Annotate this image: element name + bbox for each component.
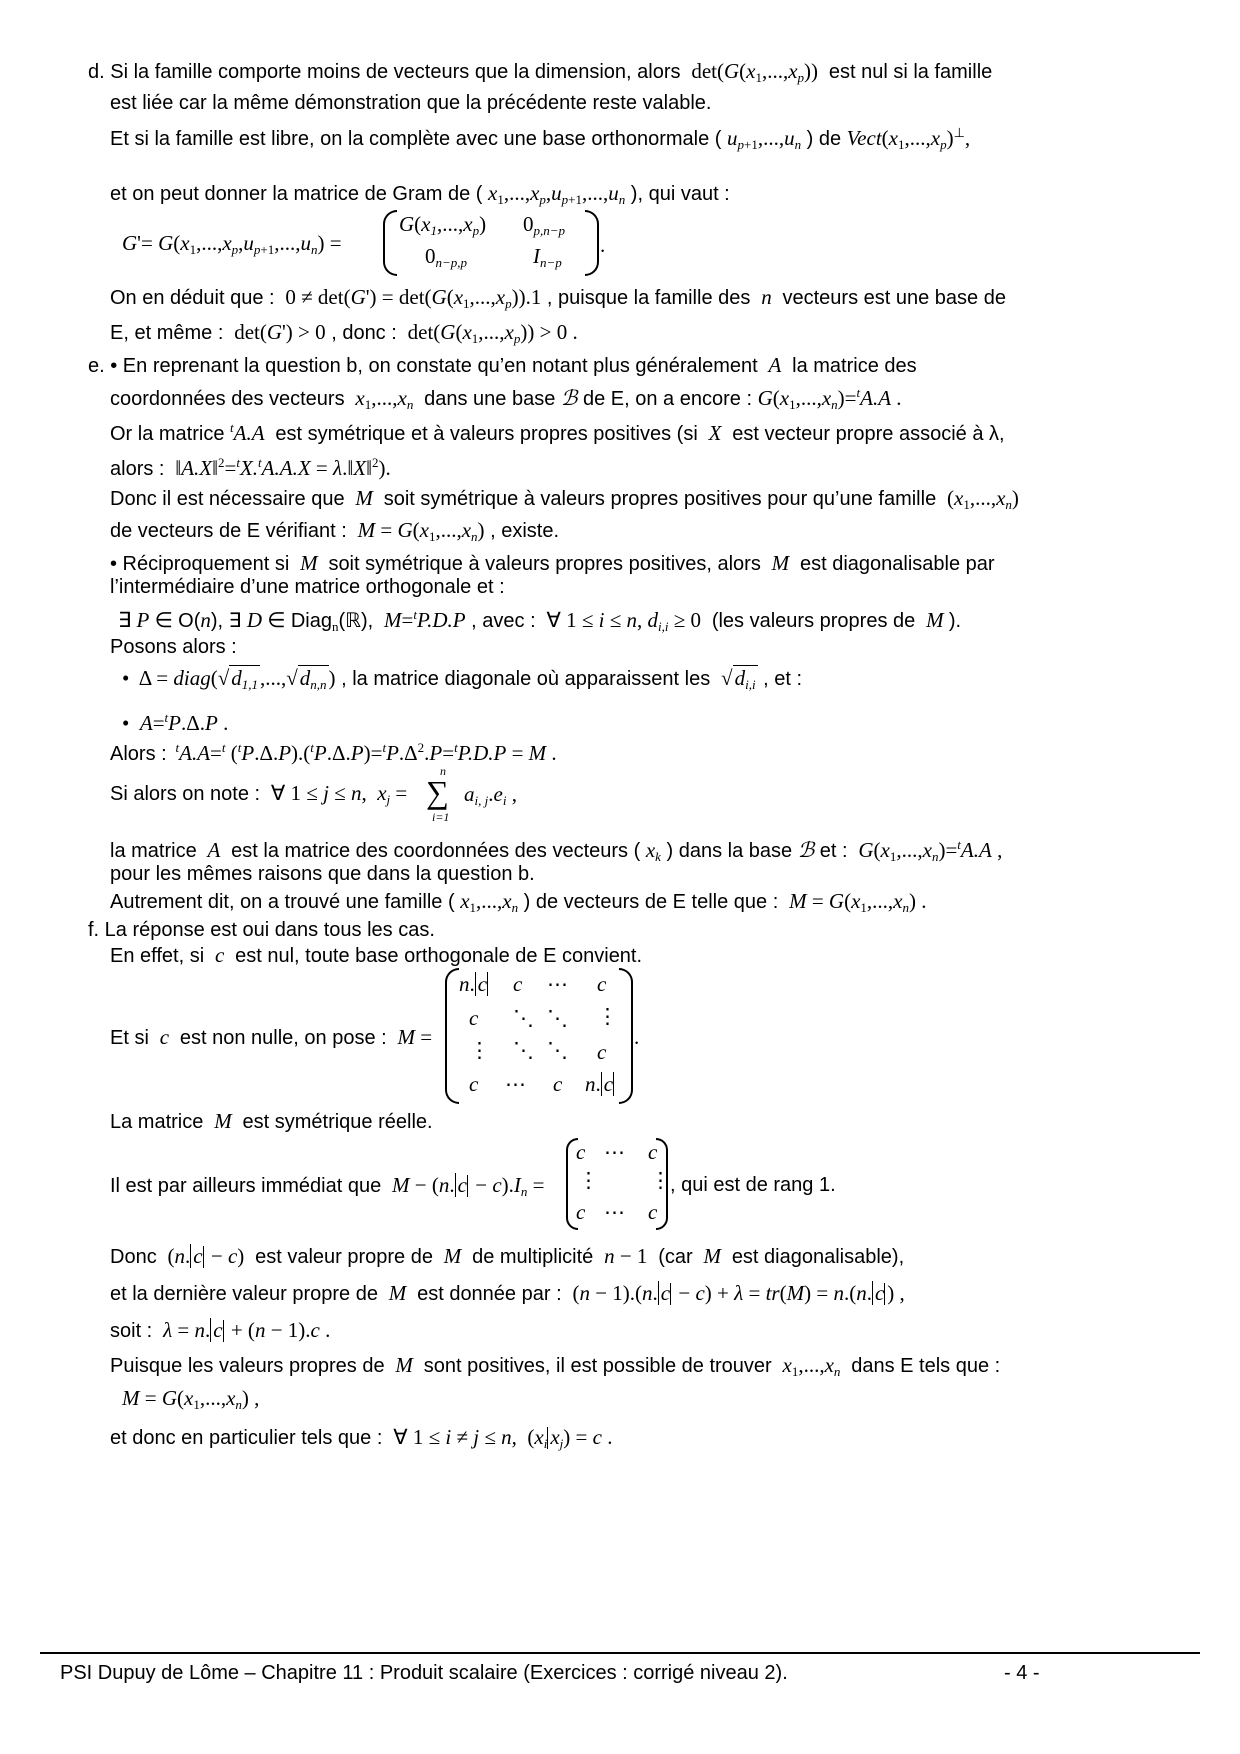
text: et la dernière valeur propre de: [110, 1283, 378, 1305]
text: Donc: [110, 1246, 157, 1268]
e-line-9: ∃ P ∈ O(n), ∃ D ∈ Diag$_n$(ℝ), M=$^t$P.D.P , avec : ∀ 1 ≤ i ≤ n, $d_{i,i} \ge 0$ (les valeurs propres de M ).: [118, 607, 962, 634]
text: dans E tels que :: [851, 1355, 1001, 1377]
text: Si alors on note :: [110, 783, 261, 805]
text: , et :: [763, 668, 803, 690]
d-line-2: est liée car la même démonstration que la précédente reste valable.: [110, 92, 712, 114]
f-line-8: soit : λ = n. c + (n − 1).c .: [110, 1318, 331, 1342]
f-line-7: et la dernière valeur propre de M est donnée par : (n − 1).(n. c − c) + λ = tr(M) = n.(n. c ) ,: [110, 1281, 905, 1305]
f-line-11: et donc en particulier tels que : ∀ 1 ≤ i ≠ j ≤ n, ($x_i$ $x_j) = c$ .: [110, 1425, 613, 1451]
text: , la matrice diagonale où apparaissent les: [341, 668, 711, 690]
f-line-5-end: , qui est de rang 1.: [670, 1174, 836, 1196]
summation: n ∑ i=1 $a_{i, j}.e_i$ ,: [426, 764, 517, 824]
d-line-3: Et si la famille est libre, on la complète avec une base orthonormale ( $u_{p+1},...,u_n$ ) de $Vect(x_1,...,x_p)^\perp$,: [110, 125, 971, 152]
e-line-13: Alors : $^t$A.A=$^t$ $(^tP.\Delta.P).(^tP.\Delta.P)=^tP.\Delta^2.P=^tP.D.P = M$ .: [110, 740, 557, 765]
text: est non nulle, on pose :: [179, 1027, 387, 1049]
text: soit symétrique à valeurs propres positives, alors: [328, 553, 761, 575]
f-line-4: La matrice M est symétrique réelle.: [110, 1109, 433, 1133]
rank-one-matrix: c ⋯ c ⋮ ⋮ c ⋯ c: [576, 1140, 671, 1224]
text: est diagonalisable),: [731, 1246, 905, 1268]
right-paren: [656, 1138, 668, 1230]
e-line-16: pour les mêmes raisons que dans la question b.: [110, 863, 535, 885]
text: En effet, si: [110, 945, 205, 967]
e-line-2: coordonnées des vecteurs $x_1,...,x_n$ dans une base ℬ de E, on a encore : $G(x_1,...,x_n)=^tA.A$ .: [110, 385, 902, 412]
text: O(: [178, 610, 201, 632]
text: (car: [658, 1246, 693, 1268]
text: la matrice des: [792, 355, 917, 377]
text: ) de: [806, 128, 842, 150]
text: Et si la famille est libre, on la complète avec une base orthonormale (: [110, 128, 722, 150]
text: (ℝ),: [338, 610, 374, 632]
e-line-8: l’intermédiaire d’une matrice orthogonale et :: [110, 576, 505, 598]
text: ).: [948, 610, 962, 632]
text: e. • En reprenant la question b, on constate qu’en notant plus généralement: [88, 355, 758, 377]
text: ), ∃: [210, 610, 242, 632]
footer-divider: [40, 1652, 1200, 1654]
text: ) de vecteurs de E telle que :: [523, 891, 779, 913]
text: La matrice: [110, 1111, 204, 1133]
text: On en déduit que :: [110, 287, 275, 309]
text: est symétrique réelle.: [242, 1111, 433, 1133]
e-line-14: Si alors on note : ∀ 1 ≤ j ≤ n, $x_j$ =: [110, 781, 408, 807]
e-line-4: alors : ‖A.X‖$^2$=$^t$X.$^t$A.A.X = λ.‖X‖$^2$).: [110, 455, 391, 480]
text: , donc :: [331, 322, 397, 344]
f-line-6: Donc (n. c − c) est valeur propre de M de multiplicité n − 1 (car M est diagonalisable),: [110, 1244, 905, 1268]
d-line-4: et on peut donner la matrice de Gram de ( $x_1,...,x_p,u_{p+1},...,u_n$ ), qui vaut :: [110, 181, 730, 207]
text: soit symétrique à valeurs propres positives pour qu’une famille: [383, 488, 937, 510]
text: d. Si la famille comporte moins de vecteurs que la dimension, alors: [88, 61, 681, 83]
text: Or la matrice: [110, 423, 225, 445]
text: est valeur propre de: [255, 1246, 433, 1268]
text: ), qui vaut :: [630, 183, 730, 205]
text: Et si: [110, 1027, 149, 1049]
text: et donc en particulier tels que :: [110, 1427, 383, 1449]
text: et on peut donner la matrice de Gram de (: [110, 183, 483, 205]
text: coordonnées des vecteurs: [110, 388, 345, 410]
d-line-7: E, et même : det(G') > 0 , donc : $\det(G(x_1,...,x_p)) > 0$ .: [110, 320, 578, 346]
text: Diag: [290, 610, 332, 632]
matrix-M: n. c c ⋯ c c ⋱ ⋱ ⋮ ⋮ ⋱ ⋱ c c ⋯ c n. c: [459, 972, 618, 1096]
text: • Réciproquement si: [110, 553, 290, 575]
f-line-1: f. La réponse est oui dans tous les cas.: [88, 919, 435, 941]
e-line-10: Posons alors :: [110, 636, 237, 658]
text: vecteurs est une base de: [782, 287, 1006, 309]
text: Alors :: [110, 743, 167, 765]
e-line-17: Autrement dit, on a trouvé une famille ( $x_1,...,x_n$ ) de vecteurs de E telle que : $M = G(x_1,...,x_n)$ .: [110, 889, 927, 915]
text: de multiplicité: [472, 1246, 594, 1268]
text: sont positives, il est possible de trouver: [423, 1355, 772, 1377]
e-line-1: e. • En reprenant la question b, on constate qu’en notant plus généralement A la matrice des: [88, 353, 917, 377]
e-line-15: la matrice A est la matrice des coordonnées des vecteurs ( $x_k$ ) dans la base ℬ et : $G(x_1,...,x_n)=^tA.A$ ,: [110, 837, 1003, 864]
text: , existe.: [490, 520, 560, 542]
gram-equation-lhs: $G'= G(x_1,...,x_p,u_{p+1},...,u_n)$ =: [122, 231, 342, 257]
f-line-2: En effet, si c est nul, toute base orthogonale de E convient.: [110, 943, 643, 967]
e-line-12: • A=$^t$P.Δ.P .: [122, 710, 229, 735]
text: , puisque la famille des: [546, 287, 751, 309]
footer-title: PSI Dupuy de Lôme – Chapitre 11 : Produit scalaire (Exercices : corrigé niveau 2).: [60, 1662, 788, 1684]
text: Il est par ailleurs immédiat que: [110, 1175, 382, 1197]
e-line-6: de vecteurs de E vérifiant : $M = G(x_1,...,x_n)$ , existe.: [110, 518, 560, 544]
text: est diagonalisable par: [799, 553, 995, 575]
text: alors :: [110, 458, 165, 480]
e-line-7: • Réciproquement si M soit symétrique à valeurs propres positives, alors M est diagonalisable par: [110, 551, 995, 575]
right-paren: [619, 968, 633, 1104]
text: E, et même :: [110, 322, 224, 344]
text: Puisque les valeurs propres de: [110, 1355, 385, 1377]
text: , avec :: [471, 610, 536, 632]
text: la matrice: [110, 840, 197, 862]
text: Autrement dit, on a trouvé une famille (: [110, 891, 455, 913]
text: de E, on a encore :: [583, 388, 753, 410]
e-line-11: • $\Delta = diag(√d_{1,1},...,√d_{n,n})$ , la matrice diagonale où apparaissent les $√d_{i,i}$ , et :: [122, 666, 803, 692]
f-line-3: Et si c est non nulle, on pose : M =: [110, 1025, 433, 1049]
text: est donnée par :: [417, 1283, 562, 1305]
text: est nul, toute base orthogonale de E convient.: [235, 945, 643, 967]
text: est vecteur propre associé à λ,: [732, 423, 1005, 445]
text: soit :: [110, 1320, 153, 1342]
text: (les valeurs propres de: [711, 610, 916, 632]
f-line-10: $M = G(x_1,...,x_n)$ ,: [122, 1386, 260, 1412]
text: n: [331, 619, 339, 634]
text: est nul si la famille: [828, 61, 993, 83]
text: et :: [819, 840, 848, 862]
right-paren: [585, 210, 599, 276]
f-line-5: Il est par ailleurs immédiat que M − (n. $c - c).I_n$ =: [110, 1173, 545, 1199]
text: dans une base: [424, 388, 556, 410]
text: de vecteurs de E vérifiant :: [110, 520, 347, 542]
e-line-3: Or la matrice $^t$A.A est symétrique et à valeurs propres positives (si X est vecteur propre associé à λ,: [110, 420, 1005, 445]
page-number: - 4 -: [1004, 1662, 1040, 1684]
text: est symétrique et à valeurs propres positives (si: [275, 423, 698, 445]
e-line-5: Donc il est nécessaire que M soit symétrique à valeurs propres positives pour qu’une famille $(x_1,...,x_n)$: [110, 486, 1019, 512]
text: ) dans la base: [666, 840, 793, 862]
text: Donc il est nécessaire que: [110, 488, 345, 510]
text: est la matrice des coordonnées des vecteurs (: [231, 840, 641, 862]
gram-block-matrix: $G(x_1,...,x_p)$ $0_{p,n-p}$ $0_{n-p,p}$ $I_{n-p}$: [399, 212, 566, 270]
d-line-1: d. Si la famille comporte moins de vecteurs que la dimension, alors $\det(G(x_1,...,x_p))$ est nul si la famille: [88, 59, 993, 85]
document-page: d. Si la famille comporte moins de vecteurs que la dimension, alors $\det(G(x_1,...,x_p))$ est nul si la famille est liée car la même démonstration que la précédente reste valable. Et si la famille est libre, on la complète avec une base orthonormale ( $u_{p+1},...,u_n$ ) de $Vect(x_1,...,x_p)^\perp$, et on peut donner la matrice de Gram de ( $x_1,...,x_p,u_{p+1},...,u_n$ ), qui vaut : $G'= G(x_1,...,x_p,u_{p+1},...,u_n)$ = $G(x_1,...,x_p)$ $0_{p,n-p}$ $0_{n-p,p}$ $I_{n-p}$ . On en déduit que : $0 \ne \det(G') = \det(G(x_1,...,x_p)).1$ , puisque la famille des n vecteurs est une base de E, et même : det(G') > 0 , donc : $\det(G(x_1,...,x_p)) > 0$ . e. • En reprenant la question b, on constate qu’en notant plus généralement A la matrice des coordonnées des vecteurs $x_1,...,x_n$ dans une base ℬ de E, on a encore : $G(x_1,...,x_n)=^tA.A$ . Or la matrice $^t$A.A est symétrique et à valeurs propres positives (si X est vecteur propre associé à λ, alors : ‖A.X‖$^2$=$^t$X.$^t$A.A.X = λ.‖X‖$^2$). Donc il est nécessaire que M soit symétrique à valeurs propres positives pour qu’une famille $(x_1,...,x_n)$ de vecteurs de E vérifiant : $M = G(x_1,...,x_n)$ , existe. • Réciproquement si M soit symétrique à valeurs propres positives, alors M est diagonalisable par l’intermédiaire d’une matrice orthogonale et : ∃ P ∈ O(n), ∃ D ∈ Diag$_n$(ℝ), M=$^t$P.D.P , avec : ∀ 1 ≤ i ≤ n, $d_{i,i} \ge 0$ (les valeurs propres de M ). Posons alors : • $\Delta = diag(√d_{1,1},...,√d_{n,n})$ , la matrice diagonale où apparaissent les $√d_{i,i}$ , et : • A=$^t$P.Δ.P . Alors : $^t$A.A=$^t$ $(^tP.\Delta.P).(^tP.\Delta.P)=^tP.\Delta^2.P=^tP.D.P = M$ . Si alors on note : ∀ 1 ≤ j ≤ n, $x_j$ = n ∑ i=1 $a_{i, j}.e_i$ , la matrice A est la matrice des coordonnées des vecteurs ( $x_k$ ) dans la base ℬ et : $G(x_1,...,x_n)=^tA.A$ , pour les mêmes raisons que dans la question b. Autrement dit, on a trouvé une famille ( $x_1,...,x_n$ ) de vecteurs de E telle que : $M = G(x_1,...,x_n)$ . f. La réponse est oui dans tous les cas. En effet, si c est nul, toute base orthogonale de E convient. Et si c est non nulle, on pose : M = n. c c ⋯ c c ⋱ ⋱ ⋮ ⋮ ⋱ ⋱ c c ⋯ c n. c . La matrice M est symétrique réelle. Il est par ailleurs immédiat que M − (n. $c - c).I_n$ = c ⋯ c ⋮ ⋮ c ⋯ c , qui est de rang 1. Donc (n. c − c) est valeur propre de M de multiplicité n − 1 (car M est diagonalisable), et la dernière valeur propre de M est donnée par : (n − 1).(n. c − c) + λ = tr(M) = n.(n. c ) , soit : λ = n. c + (n − 1).c . Puisque les valeurs propres de M sont positives, il est possible de trouver $x_1,...,x_n$ dans E tels que : $M = G(x_1,...,x_n)$ , et donc en particulier tels que : ∀ 1 ≤ i ≠ j ≤ n, ($x_i$ $x_j) = c$ . PSI Dupuy de Lôme – Chapitre 11 : Produit scalaire (Exercices : corrigé niveau 2). - 4 -: [0, 0, 1240, 1754]
d-line-6: On en déduit que : $0 \ne \det(G') = \det(G(x_1,...,x_p)).1$ , puisque la famille des n vecteurs est une base de: [110, 285, 1006, 311]
f-line-9: Puisque les valeurs propres de M sont positives, il est possible de trouver $x_1,...,x_n$ dans E tels que :: [110, 1353, 1001, 1379]
